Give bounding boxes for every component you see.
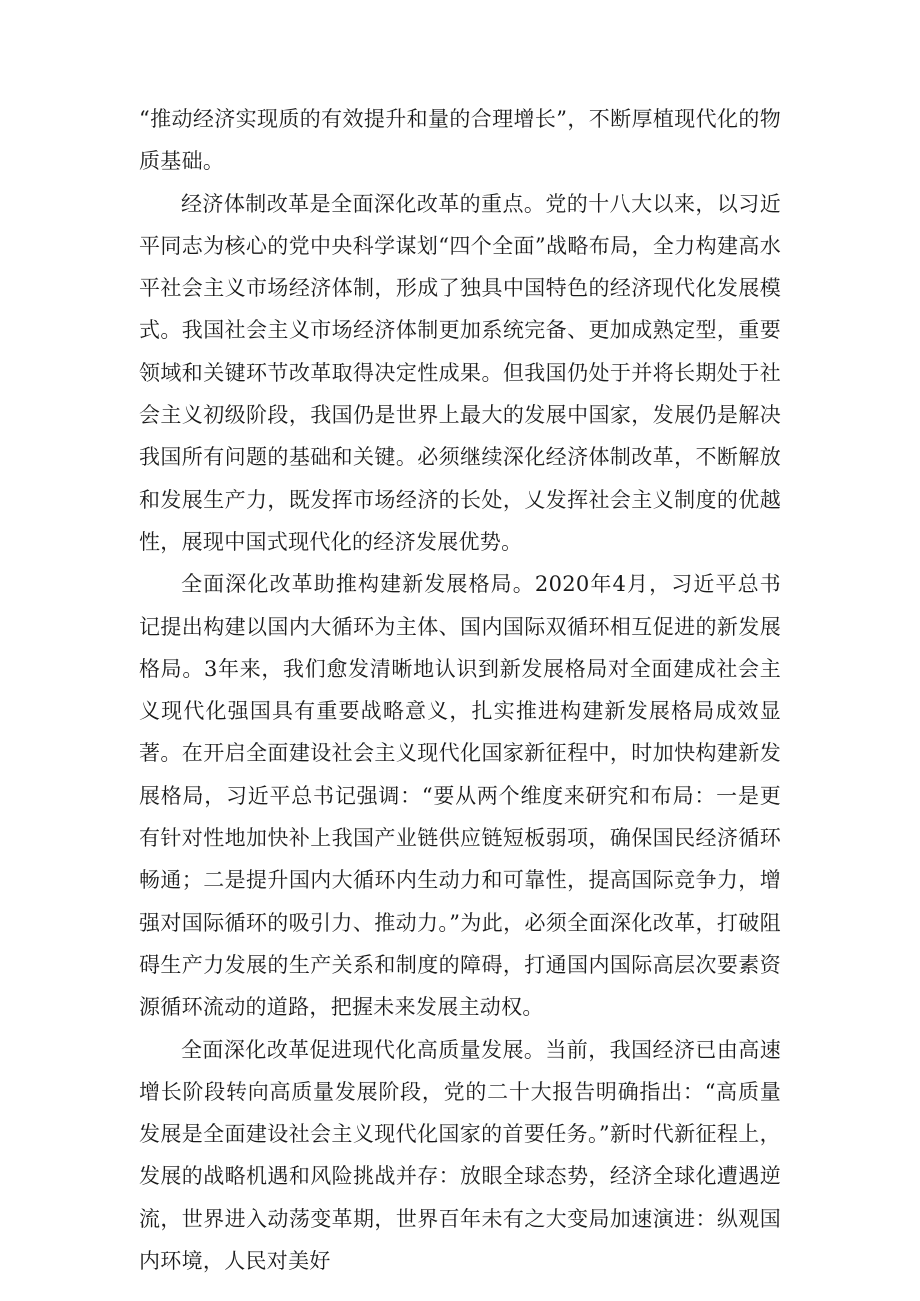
document-page — [139, 98, 781, 1282]
paragraph-1: “推动经济实现质的有效提升和量的合理增长”，不断厚植现代化的物质基础。 — [139, 107, 781, 174]
paragraph-2: 经济体制改革是全面深化改革的重点。党的十八大以来，以习近平同志为核心的党中央科学谋划“四个全面”战略布局，全力构建高水平社会主义市场经济体制，形成了独具中国特色的经济现代化发展模式。我国社会主义市场经济体制更加系统完备、更加成熟定型，重要领域和关键环节改革取得决定性成果。但我国仍处于并将长期处于社会主义初级阶段，我国仍是世界上最大的发展中国家，发展仍是解决我国所有问题的基础和关键。必须继续深化经济体制改革，不断解放和发展生产力，既发挥市场经济的长处，乂发挥社会主义制度的优越性，展现中国式现代化的经济发展优势。 — [139, 191, 781, 554]
paragraph-4: 全面深化改革促进现代化高质量发展。当前，我国经济已由高速增长阶段转向高质量发展阶段，党的二十大报告明确指出：“高质量发展是全面建设社会主义现代化国家的首要任务。”新时代新征程上，发展的战略机遇和风险挑战并存：放眼全球态势，经济全球化遭遇逆流，世界进入动荡变革期，世界百年未有之大变局加速演进：纵观国内环境，人民对美好 — [139, 1037, 781, 1274]
paragraph-3: 全面深化改革助推构建新发展格局。2020年4月，习近平总书记提出构建以国内大循环为主体、国内国际双循环相互促进的新发展格局。3年来，我们愈发清晰地认识到新发展格局对全面建成社会主义现代化强国具有重要战略意义，扎实推进构建新发展格局成效显著。在开启全面建设社会主义现代化国家新征程中，时加快构建新发展格局，习近平总书记强调：“要从两个维度来研究和布局：一是更有针对性地加快补上我国产业链供应链短板弱项，确保国民经济循环畅通；二是提升国内大循环内生动力和可靠性，提高国际竞争力，增强对国际循环的吸引力、推动力。”为此，必须全面深化改革，打破阻碍生产力发展的生产关系和制度的障碍，打通国内国际高层次要素资源循环流动的道路，把握未来发展主动权。 — [139, 572, 781, 1020]
